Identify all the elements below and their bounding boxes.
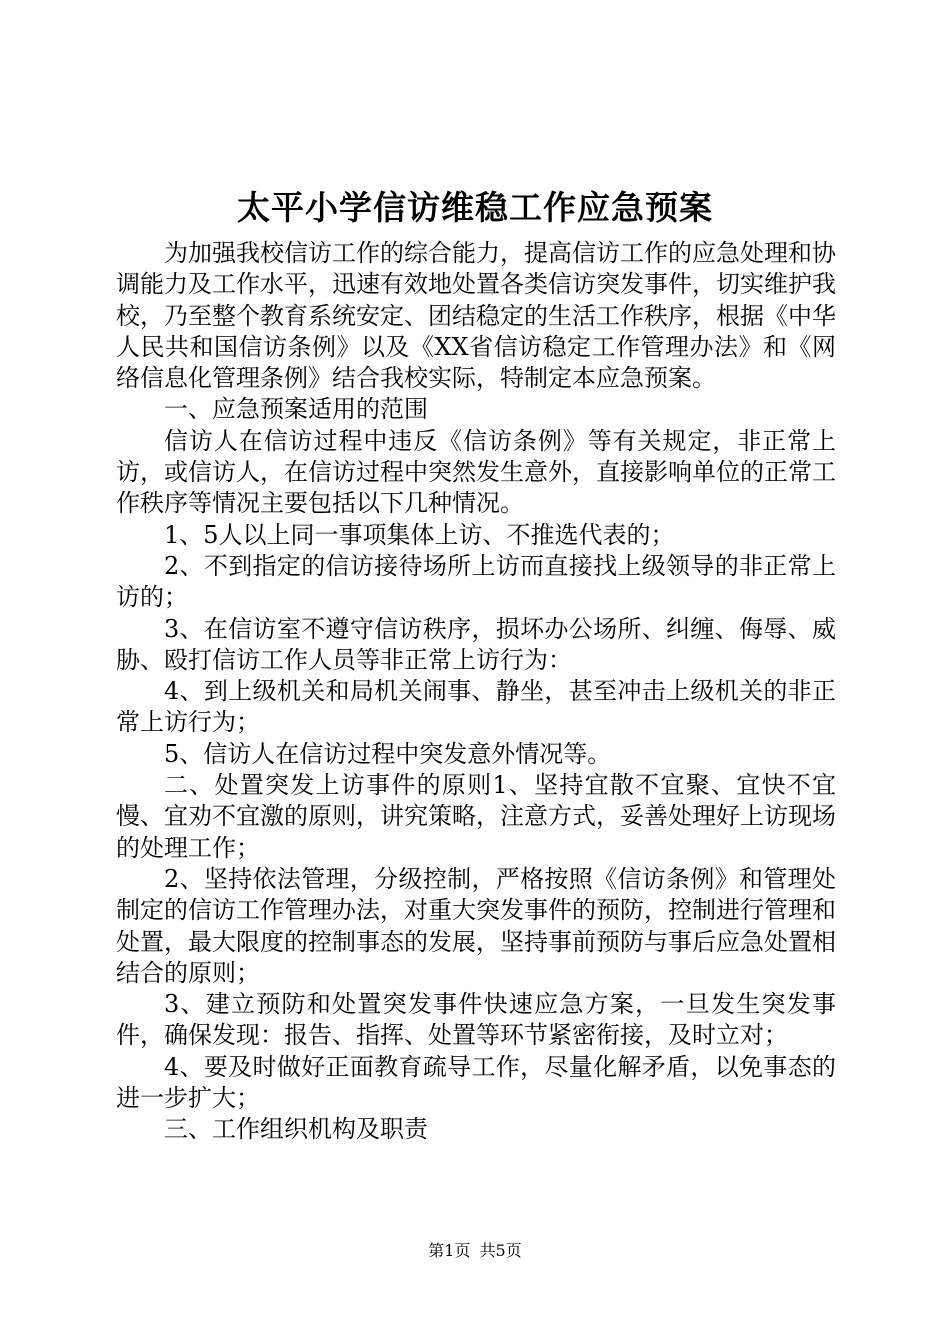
document-title: 太平小学信访维稳工作应急预案 [237, 188, 713, 227]
list-item: 3、建立预防和处置突发事件快速应急方案，一旦发生突发事件，确保发现：报告、指挥、处置等环节紧密衔接，及时立对； [116, 990, 836, 1050]
page-footer [0, 1240, 950, 1262]
paragraph-scope: 信访人在信访过程中违反《信访条例》等有关规定，非正常上访，或信访人，在信访过程中突然发生意外，直接影响单位的正常工作秩序等情况主要包括以下几种情况。 [116, 426, 836, 518]
section-heading-principles: 二、处置突发上访事件的原则1、坚持宜散不宜聚、宜快不宜慢、宜劝不宜激的原则，讲究策略，注意方式，妥善处理好上访现场的处理工作； [116, 771, 836, 862]
list-item: 1、5人以上同一事项集体上访、不推选代表的； [164, 520, 675, 549]
list-item: 5、信访人在信访过程中突发意外情况等。 [164, 739, 612, 768]
list-item: 4、到上级机关和局机关闹事、静坐，甚至冲击上级机关的非正常上访行为； [116, 677, 836, 737]
page-number: 第1页 [428, 1241, 471, 1260]
document-body [116, 238, 836, 1146]
list-item: 3、在信访室不遵守信访秩序，损坏办公场所、纠缠、侮辱、威胁、殴打信访工作人员等非正常上访行为： [116, 614, 836, 674]
page-total: 共5页 [479, 1241, 522, 1260]
list-item: 2、不到指定的信访接待场所上访而直接找上级领导的非正常上访的； [116, 551, 836, 612]
list-item: 4、要及时做好正面教育疏导工作，尽量化解矛盾，以免事态的进一步扩大； [116, 1052, 836, 1113]
section-heading-scope: 一、应急预案适用的范围 [164, 395, 428, 424]
paragraph-intro: 为加强我校信访工作的综合能力，提高信访工作的应急处理和协调能力及工作水平，迅速有效地处置各类信访突发事件，切实维护我校，乃至整个教育系统安定、团结稳定的生活工作秩序，根据《中华人民共和国信访条例》以及《XX省信访稳定工作管理办法》和《网络信息化管理条例》结合我校实际，特制定本应急预案。 [116, 239, 836, 393]
list-item: 2、坚持依法管理，分级控制，严格按照《信访条例》和管理处制定的信访工作管理办法，对重大突发事件的预防，控制进行管理和处置，最大限度的控制事态的发展，坚持事前预防与事后应急处置相结合的原则； [116, 864, 836, 987]
section-heading-organization: 三、工作组织机构及职责 [164, 1115, 428, 1144]
